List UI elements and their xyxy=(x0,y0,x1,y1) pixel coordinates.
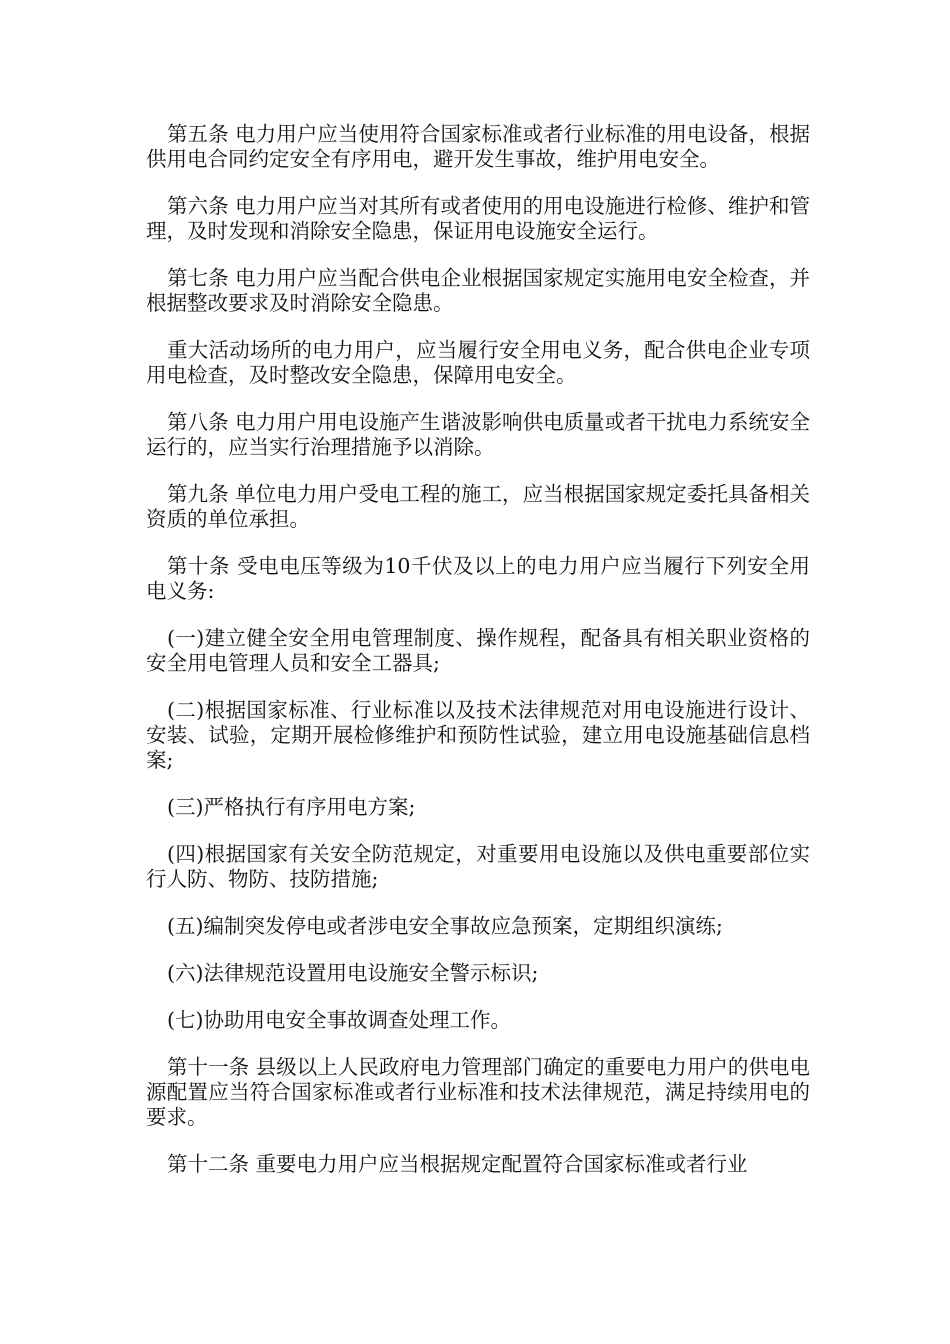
article-8: 第八条 电力用户用电设施产生谐波影响供电质量或者干扰电力系统安全运行的，应当实行治理措施予以消除。 xyxy=(146,410,810,459)
article-10-item-4: (四)根据国家有关安全防范规定，对重要用电设施以及供电重要部位实行人防、物防、技防措施; xyxy=(146,842,810,891)
article-10-item-1: (一)建立健全安全用电管理制度、操作规程，配备具有相关职业资格的安全用电管理人员和安全工器具; xyxy=(146,626,810,675)
article-9: 第九条 单位电力用户受电工程的施工，应当根据国家规定委托具备相关资质的单位承担。 xyxy=(146,482,810,531)
article-6: 第六条 电力用户应当对其所有或者使用的用电设施进行检修、维护和管理，及时发现和消除安全隐患，保证用电设施安全运行。 xyxy=(146,194,810,243)
article-10-item-5: (五)编制突发停电或者涉电安全事故应急预案，定期组织演练; xyxy=(167,914,723,938)
article-7: 第七条 电力用户应当配合供电企业根据国家规定实施用电安全检查，并根据整改要求及时消除安全隐患。 xyxy=(146,266,810,315)
article-10-item-7: (七)协助用电安全事故调查处理工作。 xyxy=(167,1008,511,1032)
article-10-item-3: (三)严格执行有序用电方案; xyxy=(167,795,416,819)
article-10-item-2: (二)根据国家标准、行业标准以及技术法律规范对用电设施进行设计、安装、试验，定期开展检修维护和预防性试验，建立用电设施基础信息档案; xyxy=(146,698,810,772)
article-7-paragraph-2: 重大活动场所的电力用户，应当履行安全用电义务，配合供电企业专项用电检查，及时整改安全隐患，保障用电安全。 xyxy=(146,338,810,387)
article-12: 第十二条 重要电力用户应当根据规定配置符合国家标准或者行业 xyxy=(167,1152,748,1176)
article-10-item-6: (六)法律规范设置用电设施安全警示标识; xyxy=(167,961,539,985)
article-11: 第十一条 县级以上人民政府电力管理部门确定的重要电力用户的供电电源配置应当符合国家标准或者行业标准和技术法律规范，满足持续用电的要求。 xyxy=(146,1055,810,1129)
article-10: 第十条 受电电压等级为10千伏及以上的电力用户应当履行下列安全用电义务: xyxy=(146,554,810,603)
document-body xyxy=(146,122,810,1199)
article-5: 第五条 电力用户应当使用符合国家标准或者行业标准的用电设备，根据供用电合同约定安全有序用电，避开发生事故，维护用电安全。 xyxy=(146,122,810,171)
